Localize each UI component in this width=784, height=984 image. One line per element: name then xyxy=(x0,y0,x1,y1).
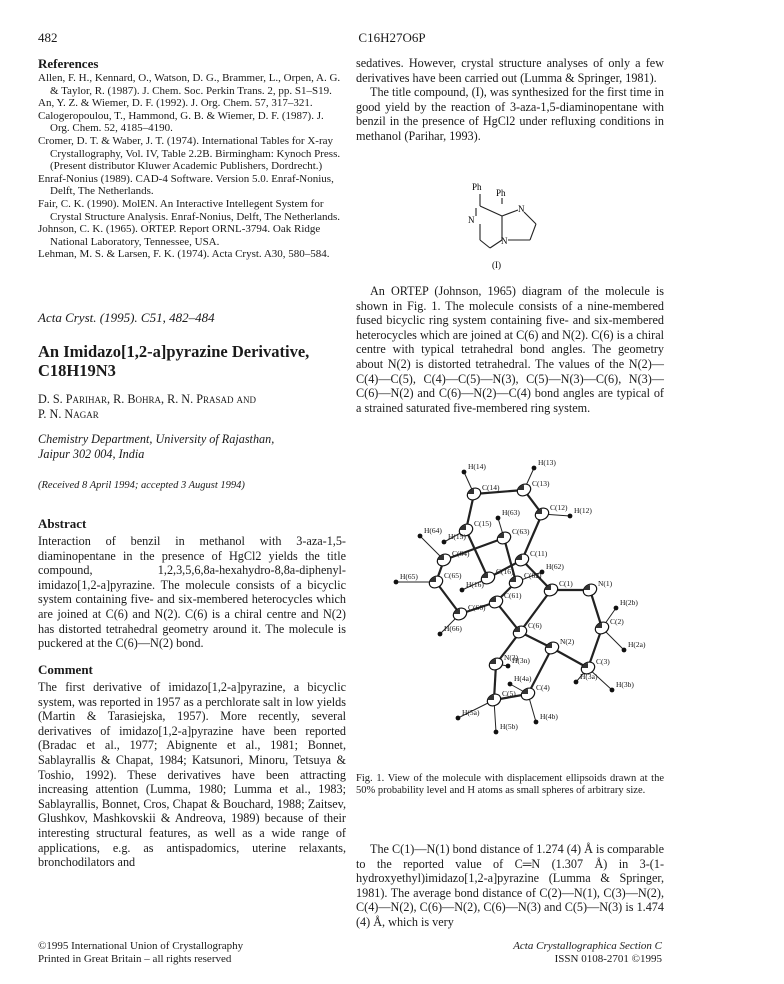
atom-ellipsoid xyxy=(427,574,445,591)
paragraph: The C(1)—N(1) bond distance of 1.274 (4) Å is comparable to the reported value of C═N (1.307 Å) in 3-(1-hydroxyethyl)imidazo[1,2-a]pyrazine (Lumma & Springer, 1981). The average bond distance of C(2)—N(1), C(3)—N(2), C(4)—N(2), C(6)—N(2), C(6)—N(3) and C(5)—N(3) is 1.474 (4) Å, which is very xyxy=(356,842,664,929)
hydrogen-atom xyxy=(614,606,619,611)
phenyl-label: Ph xyxy=(472,182,482,192)
hydrogen-atom xyxy=(534,720,539,725)
atom-label: H(5a) xyxy=(462,708,480,717)
authors xyxy=(38,392,346,421)
article-title xyxy=(38,342,346,380)
hydrogen-atom xyxy=(394,580,399,585)
intro-continued xyxy=(356,56,664,144)
hydrogen-atom xyxy=(438,632,443,637)
copyright: ©1995 International Union of Crystallography xyxy=(38,940,244,952)
atom-label: C(4) xyxy=(536,683,550,692)
title-line: An Imidazo[1,2-a]pyrazine Derivative, xyxy=(38,342,310,361)
atom-label: C(5) xyxy=(502,689,516,698)
hydrogen-atom xyxy=(506,664,511,669)
atom-label: N(3) xyxy=(504,653,519,662)
atom-label: H(3a) xyxy=(580,672,598,681)
abstract-text: Interaction of benzil in methanol with 3-aza-1,5-diaminopentane in the presence of HgCl2 yields the title compound, 1,2,3,5,6,8a-hexahydro-8,8a-diphenyl-imidazo[1,2-a]pyrazine. The molecule consists of a bicyclic system containing five- and six-membered heterocycles which are joined at C(6) and N(2). C(6) is a chiral centre and N(2) has distorted tetrahedral geometry around it. The molecule is puckered at the C(6)—N(2) bond. xyxy=(38,534,346,651)
nitrogen-label: N xyxy=(518,204,525,214)
hydrogen-atom xyxy=(574,680,579,685)
atom-ellipsoid xyxy=(465,486,483,503)
received-dates: (Received 8 April 1994; accepted 3 August 1994) xyxy=(38,480,245,491)
hydrogen-atom xyxy=(456,716,461,721)
atom-label: C(61) xyxy=(504,591,522,600)
hydrogen-atom xyxy=(460,588,465,593)
reference-item: Lehman, M. S. & Larsen, F. K. (1974). Acta Cryst. A30, 580–584. xyxy=(38,248,330,261)
atom-ellipsoid xyxy=(487,656,505,673)
atom-label: C(65) xyxy=(444,571,462,580)
paragraph: An ORTEP (Johnson, 1965) diagram of the molecule is shown in Fig. 1. The molecule consists of a nine-membered fused bicyclic ring system containing five- and six-membered heterocycles which are joined at C(6) and N(2). C(6) is a chiral centre with typical tetrahedral bond angles. The geometry about N(2) is distorted tetrahedral. The values of the N(2)—C(4)—C(5), C(4)—C(5)—N(3), C(5)—N(3)—C(6), N(3)—C(6)—N(2) and C(6)—N(2)—C(4) bond angles are typical of a strained saturated five-membered ring system. xyxy=(356,284,664,415)
ortep-diagram xyxy=(356,432,664,772)
atom-label: N(2) xyxy=(560,637,575,646)
affiliation-line: Chemistry Department, University of Rajasthan, xyxy=(38,432,275,446)
bond-distance-text xyxy=(356,842,664,930)
footer-left xyxy=(38,940,243,965)
atom-ellipsoid xyxy=(519,686,537,703)
reference-item: Enraf-Nonius (1989). CAD-4 Software. Version 5.0. Enraf-Nonius, Delft, The Netherlands. xyxy=(38,172,334,198)
atom-ellipsoid xyxy=(495,530,513,547)
hydrogen-atom xyxy=(532,466,537,471)
atom-label: C(64) xyxy=(452,549,470,558)
atom-label: C(14) xyxy=(482,483,500,492)
affiliation xyxy=(38,432,346,461)
reference-item: Fair, C. K. (1990). MolEN. An Interactive Intellegent System for Crystal Structure Analysis. Enraf-Nonius, Delft, The Netherlands. xyxy=(38,197,341,223)
comment-section xyxy=(38,662,346,870)
atom-label: C(16) xyxy=(496,567,514,576)
atom-ellipsoid xyxy=(581,582,599,599)
atom-label: H(15) xyxy=(448,532,466,541)
abstract-heading: Abstract xyxy=(38,516,87,531)
abstract-section xyxy=(38,516,346,651)
atom-ellipsoid xyxy=(533,506,551,523)
comment-heading: Comment xyxy=(38,662,93,677)
atom-label: H(14) xyxy=(468,462,486,471)
comment-text: The first derivative of imidazo[1,2-a]pyrazine, a bicyclic system, was reported in 1957 as a perchlorate salt in low yields (Martin & Tarasiejska, 1957). More recently, several derivatives of imidazo[1,2-a]pyrazine have been reported (Bradac et al., 1977; Abignente et al., 1981; Bonnet, Sablayrallis & Chapat, 1984; Katsunori, Minoru, Tetsuya & Toshio, 1992). These derivatives have been attracting increasing attention (Lumma, 1980; Lumma et al., 1983; Sablayrallis, Bonnet, Cros, Chapat & Bouchard, 1988; Zaitsev, Glushkov, Mashkovskii & Andreova, 1989) because of their interesting structural features, as well as a wide range of applications, e.g. as antispadomics, uterine relaxants, bronchodilators and xyxy=(38,680,346,870)
atom-label: C(1) xyxy=(559,579,573,588)
atom-label: C(11) xyxy=(530,549,548,558)
atom-label: H(3n) xyxy=(512,656,530,665)
paragraph: sedatives. However, crystal structure analyses of only a few derivatives have been carried out (Lumma & Springer, 1981). xyxy=(356,56,664,85)
title-formula: C18H19N3 xyxy=(38,361,116,380)
hydrogen-atom xyxy=(494,730,499,735)
atom-label: H(3b) xyxy=(616,680,634,689)
page-number: 482 xyxy=(38,30,58,45)
atom-ellipsoid xyxy=(511,624,529,641)
authors-line: D. S. Parihar, R. Bohra, R. N. Prasad and xyxy=(38,392,257,406)
atom-label: H(63) xyxy=(502,508,520,517)
atom-label: C(15) xyxy=(474,519,492,528)
atom-label: N(1) xyxy=(598,579,613,588)
atom-label: C(13) xyxy=(532,479,550,488)
atom-label: C(66) xyxy=(468,603,486,612)
hydrogen-atom xyxy=(442,540,447,545)
hydrogen-atom xyxy=(508,682,513,687)
printed-note: Printed in Great Britain – all rights reserved xyxy=(38,952,232,965)
nitrogen-label: N xyxy=(468,215,475,225)
ortep-description xyxy=(356,284,664,415)
atom-label: H(4a) xyxy=(514,674,532,683)
atom-ellipsoid xyxy=(543,640,561,657)
issn: ISSN 0108-2701 ©1995 xyxy=(554,952,662,965)
hydrogen-atom xyxy=(622,648,627,653)
atom-label: H(2a) xyxy=(628,640,646,649)
running-formula: C16H27O6P xyxy=(358,30,426,45)
chemical-scheme xyxy=(440,176,590,286)
atom-label: C(62) xyxy=(524,571,542,580)
atom-label: C(3) xyxy=(596,657,610,666)
hydrogen-atom xyxy=(568,514,573,519)
references-heading: References xyxy=(38,56,99,71)
reference-item: Allen, F. H., Kennard, O., Watson, D. G., Brammer, L., Orpen, A. G. & Taylor, R. (1987). J. Chem. Soc. Perkin Trans. 2, pp. S1–S19. xyxy=(38,72,341,97)
atom-label: H(2b) xyxy=(620,598,638,607)
atom-label: H(12) xyxy=(574,506,592,515)
hydrogen-atom xyxy=(418,534,423,539)
hydrogen-atom xyxy=(462,470,467,475)
atom-ellipsoid xyxy=(485,692,503,709)
atom-label: C(2) xyxy=(610,617,624,626)
atom-label: H(65) xyxy=(400,572,418,581)
journal-name: Acta Crystallographica Section C xyxy=(513,940,662,952)
atom-label: H(62) xyxy=(546,562,564,571)
reference-list xyxy=(38,72,346,261)
atom-label: H(5b) xyxy=(500,722,518,731)
paragraph: The title compound, (I), was synthesized for the first time in good yield by the reaction of 3-aza-1,5-diaminopentane with benzil in the presence of HgCl2 under refluxing conditions in methanol (Parihar, 1993). xyxy=(356,85,664,143)
affiliation-line: Jaipur 302 004, India xyxy=(38,446,145,461)
article-citation: Acta Cryst. (1995). C51, 482–484 xyxy=(38,310,215,325)
reference-item: Johnson, C. K. (1965). ORTEP. Report ORNL-3794. Oak Ridge National Laboratory, Tennessee, USA. xyxy=(38,223,321,248)
hydrogen-atom xyxy=(496,516,501,521)
references-section xyxy=(38,56,346,261)
footer-right xyxy=(356,940,662,965)
reference-item: An, Y. Z. & Wiemer, D. F. (1992). J. Org. Chem. 57, 317–321. xyxy=(38,97,313,110)
reference-item: Calogeropoulou, T., Hammond, G. B. & Wiemer, D. F. (1987). J. Org. Chem. 52, 4185–4190. xyxy=(38,109,324,135)
atom-label: C(12) xyxy=(550,503,568,512)
atom-label: H(64) xyxy=(424,526,442,535)
atom-label: C(63) xyxy=(512,527,530,536)
phenyl-label: Ph xyxy=(496,188,506,198)
atom-label: C(6) xyxy=(528,621,542,630)
atom-ellipsoid xyxy=(515,482,533,499)
atom-label: H(66) xyxy=(444,624,462,633)
atom-label: H(4b) xyxy=(540,712,558,721)
authors-line: P. N. Nagar xyxy=(38,406,99,421)
atom-label: H(16) xyxy=(466,580,484,589)
nitrogen-label: N xyxy=(501,236,508,246)
compound-number: (I) xyxy=(492,260,501,270)
reference-item: Cromer, D. T. & Waber, J. T. (1974). International Tables for X-ray Crystallography, Vol. IV, Table 2.2B. Birmingham: Kynoch Press. (Present distributor Kluwer Academic Publishers, Dordrecht.) xyxy=(38,134,341,173)
hydrogen-atom xyxy=(610,688,615,693)
atom-label: H(13) xyxy=(538,458,556,467)
figure-caption: Fig. 1. View of the molecule with displacement ellipsoids drawn at the 50% probability level and H atoms as small spheres of arbitrary size. xyxy=(356,773,664,796)
